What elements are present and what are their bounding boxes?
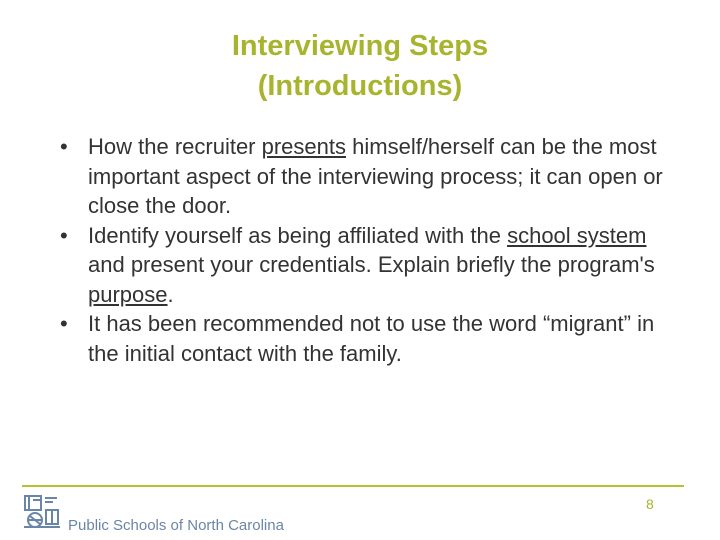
bullet-item (56, 309, 686, 368)
bullet-text-part: It has been recommended not to use the word “migrant” in the initial contact with the family. (88, 311, 655, 366)
underlined-word-purpose: purpose (88, 281, 168, 307)
underlined-word-presents: presents (261, 134, 347, 159)
bullet-text-part: How the recruiter (88, 134, 262, 159)
footer-divider (22, 485, 684, 487)
nc-public-schools-logo-icon (22, 494, 66, 530)
bullet-list (56, 132, 686, 368)
organization-name: Public Schools of North Carolina (68, 517, 284, 534)
bullet-text-part: and present your credentials. Explain briefly the program's (88, 252, 655, 277)
bullet-text-part: himself/herself can be the most important aspect of the interviewing process; it can open or close the door. (88, 134, 663, 218)
bullet-item (56, 132, 686, 221)
slide-title-line-1: Interviewing Steps (231, 30, 489, 62)
bullet-item (56, 221, 686, 310)
page-number: 8 (646, 496, 654, 512)
underlined-phrase-school-system: school system (507, 222, 647, 248)
bullet-text-part: Identify yourself as being affiliated with the (88, 222, 508, 248)
slide-title-line-2: (Introductions) (257, 70, 463, 102)
bullet-text-part: . (167, 281, 174, 307)
slide-title (0, 26, 720, 106)
